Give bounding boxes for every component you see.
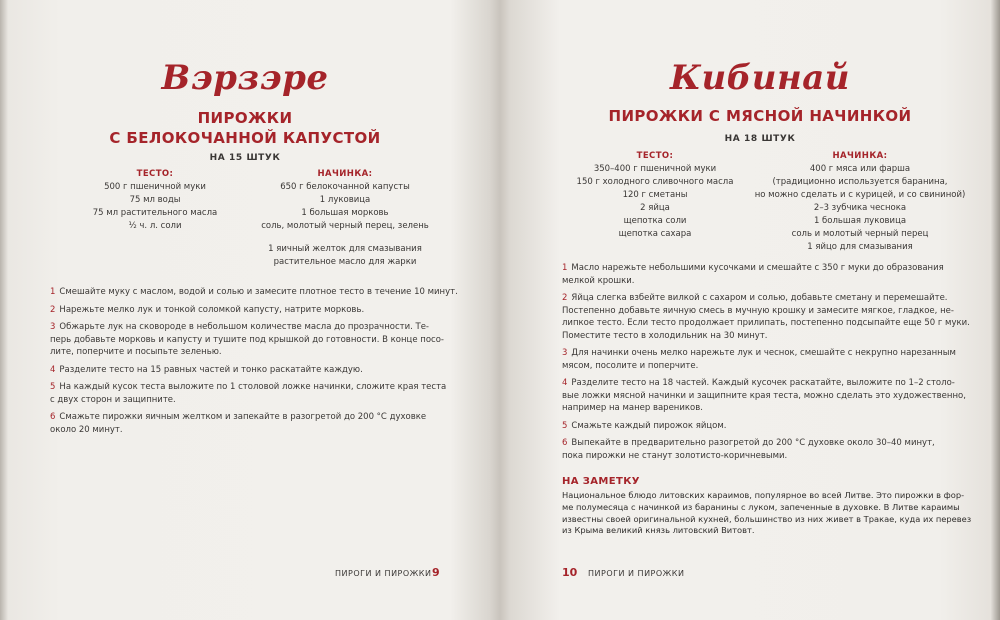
ingredient: (традиционно используется баранина, xyxy=(772,177,948,187)
step-number: 6 xyxy=(562,438,568,448)
step-text: Разделите тесто на 18 частей. Каждый кусочек раскатайте, выложите по 1–2 столо- вые ложки мясной начинки и защипните края теста, можно сделать это художественно, например на манер вареников. xyxy=(562,378,966,413)
left-servings: НА 15 ШТУК xyxy=(209,153,281,163)
ingredient: 75 мл воды xyxy=(129,195,181,205)
step xyxy=(50,411,460,436)
step xyxy=(562,420,982,433)
step-text: Разделите тесто на 15 равных частей и тонко раскатайте каждую. xyxy=(59,364,363,375)
ingredient: 650 г белокочанной капусты xyxy=(280,182,410,192)
left-filling-heading: НАЧИНКА: xyxy=(317,169,373,179)
left-dough-ingredients xyxy=(60,168,250,233)
left-footer-section-label: ПИРОГИ И ПИРОЖКИ xyxy=(335,569,432,578)
left-dough-heading: ТЕСТО: xyxy=(136,169,174,179)
step-number: 1 xyxy=(562,263,568,273)
step-text: Смажьте каждый пирожок яйцом. xyxy=(571,420,727,431)
ingredient: соль, молотый черный перец, зелень xyxy=(261,221,429,231)
left-subtitle-line-1: ПИРОЖКИ xyxy=(197,109,293,127)
step-text: На каждый кусок теста выложите по 1 столовой ложке начинки, сложите края теста с двух сторон и защипните. xyxy=(50,382,447,405)
ingredient: 120 г сметаны xyxy=(622,190,688,200)
ingredient: растительное масло для жарки xyxy=(273,257,417,267)
ingredient: ½ ч. л. соли xyxy=(128,221,182,231)
right-steps-list xyxy=(562,262,982,467)
step xyxy=(50,321,460,359)
right-dough-heading: ТЕСТО: xyxy=(636,151,674,161)
step-number: 3 xyxy=(562,348,568,358)
right-recipe-title: Кибинай xyxy=(670,58,850,98)
ingredient: 1 луковица xyxy=(319,195,371,205)
left-page-number: 9 xyxy=(432,566,440,579)
note-heading: НА ЗАМЕТКУ xyxy=(562,476,640,487)
ingredient: 2–3 зубчика чеснока xyxy=(813,203,907,213)
step-text: Обжарьте лук на сковороде в небольшом количестве масла до прозрачности. Те- перь добавьте морковь и капусту и тушите под крышкой до готовности. В конце посо- лите, поперчите и посыпьте зеленью. xyxy=(50,322,444,357)
step-number: 4 xyxy=(562,378,568,388)
ingredient: 150 г холодного сливочного масла xyxy=(576,177,734,187)
right-filling-heading: НАЧИНКА: xyxy=(832,151,888,161)
ingredient: 500 г пшеничной муки xyxy=(104,182,206,192)
step xyxy=(562,377,982,415)
step-text: Выпекайте в предварительно разогретой до 200 °С духовке около 30–40 минут, пока пирожки не станут золотисто-коричневыми. xyxy=(562,438,935,461)
right-page xyxy=(500,0,1000,620)
left-recipe-title: Вэрзэре xyxy=(161,58,329,98)
right-page-number: 10 xyxy=(562,566,578,579)
left-subtitle-line-2: С БЕЛОКОЧАННОЙ КАПУСТОЙ xyxy=(109,129,381,147)
step-number: 3 xyxy=(50,322,56,332)
ingredient: щепотка сахара xyxy=(618,229,692,239)
right-servings: НА 18 ШТУК xyxy=(724,134,796,144)
left-recipe-subtitle xyxy=(0,108,490,148)
step xyxy=(562,347,982,372)
left-extra-ingredients xyxy=(250,243,440,269)
step xyxy=(50,286,460,299)
step xyxy=(50,304,460,317)
step-text: Масло нарежьте небольшими кусочками и смешайте с 350 г муки до образования мелкой крошки. xyxy=(562,263,944,286)
ingredient: 75 мл растительного масла xyxy=(92,208,218,218)
step-number: 5 xyxy=(562,420,568,431)
step-number: 5 xyxy=(50,382,56,392)
step xyxy=(562,292,982,342)
right-filling-ingredients xyxy=(740,150,980,254)
step-text: Яйца слегка взбейте вилкой с сахаром и солью, добавьте сметану и перемешайте. Постепенно добавьте яичную смесь в мучную крошку и замесите мягкое, гладкое, не- липкое тесто. Если тесто продолжает прилипать, постепенно подсыпайте еще 50 г муки. Поместите тесто в холодильник на 30 минут. xyxy=(562,293,970,341)
step-text: Для начинки очень мелко нарежьте лук и чеснок, смешайте с некрупно нарезанным мясом, посолите и поперчите. xyxy=(562,348,956,371)
ingredient: 2 яйца xyxy=(640,203,670,213)
step-number: 2 xyxy=(562,293,568,303)
right-dough-ingredients xyxy=(560,150,750,241)
right-recipe-subtitle: ПИРОЖКИ С МЯСНОЙ НАЧИНКОЙ xyxy=(608,107,912,125)
step-number: 6 xyxy=(50,412,56,422)
step-text: Нарежьте мелко лук и тонкой соломкой капусту, натрите морковь. xyxy=(59,304,365,315)
step-number: 4 xyxy=(50,364,56,375)
left-filling-ingredients xyxy=(250,168,440,233)
step xyxy=(50,364,460,377)
ingredient: щепотка соли xyxy=(623,216,687,226)
step xyxy=(562,262,982,287)
step xyxy=(50,381,460,406)
step-text: Смешайте муку с маслом, водой и солью и замесите плотное тесто в течение 10 минут. xyxy=(59,287,458,297)
note-text: Национальное блюдо литовских караимов, популярное во всей Литве. Это пирожки в фор- ме полумесяца с начинкой из баранины с луком, запеченные в духовке. В Литве караимы известны своей оригинальной кухней, большинство из них живет в Тракае, куда их перевез из Крыма великий князь литовский Витовт. xyxy=(562,490,972,536)
ingredient: 1 яйцо для смазывания xyxy=(807,242,913,252)
step-number: 1 xyxy=(50,287,56,297)
step-number: 2 xyxy=(50,304,56,315)
left-steps-list xyxy=(50,286,460,441)
step xyxy=(562,437,982,462)
ingredient: но можно сделать и с курицей, и со свининой) xyxy=(754,190,966,200)
right-footer-section-label: ПИРОГИ И ПИРОЖКИ xyxy=(588,569,685,578)
ingredient: 1 яичный желток для смазывания xyxy=(268,244,422,254)
ingredient: 350–400 г пшеничной муки xyxy=(593,164,717,174)
ingredient: 400 г мяса или фарша xyxy=(809,164,911,174)
ingredient: 1 большая луковица xyxy=(813,216,907,226)
ingredient: соль и молотый черный перец xyxy=(791,229,929,239)
ingredient: 1 большая морковь xyxy=(301,208,389,218)
step-text: Смажьте пирожки яичным желтком и запекайте в разогретой до 200 °С духовке около 20 минут. xyxy=(50,412,427,435)
